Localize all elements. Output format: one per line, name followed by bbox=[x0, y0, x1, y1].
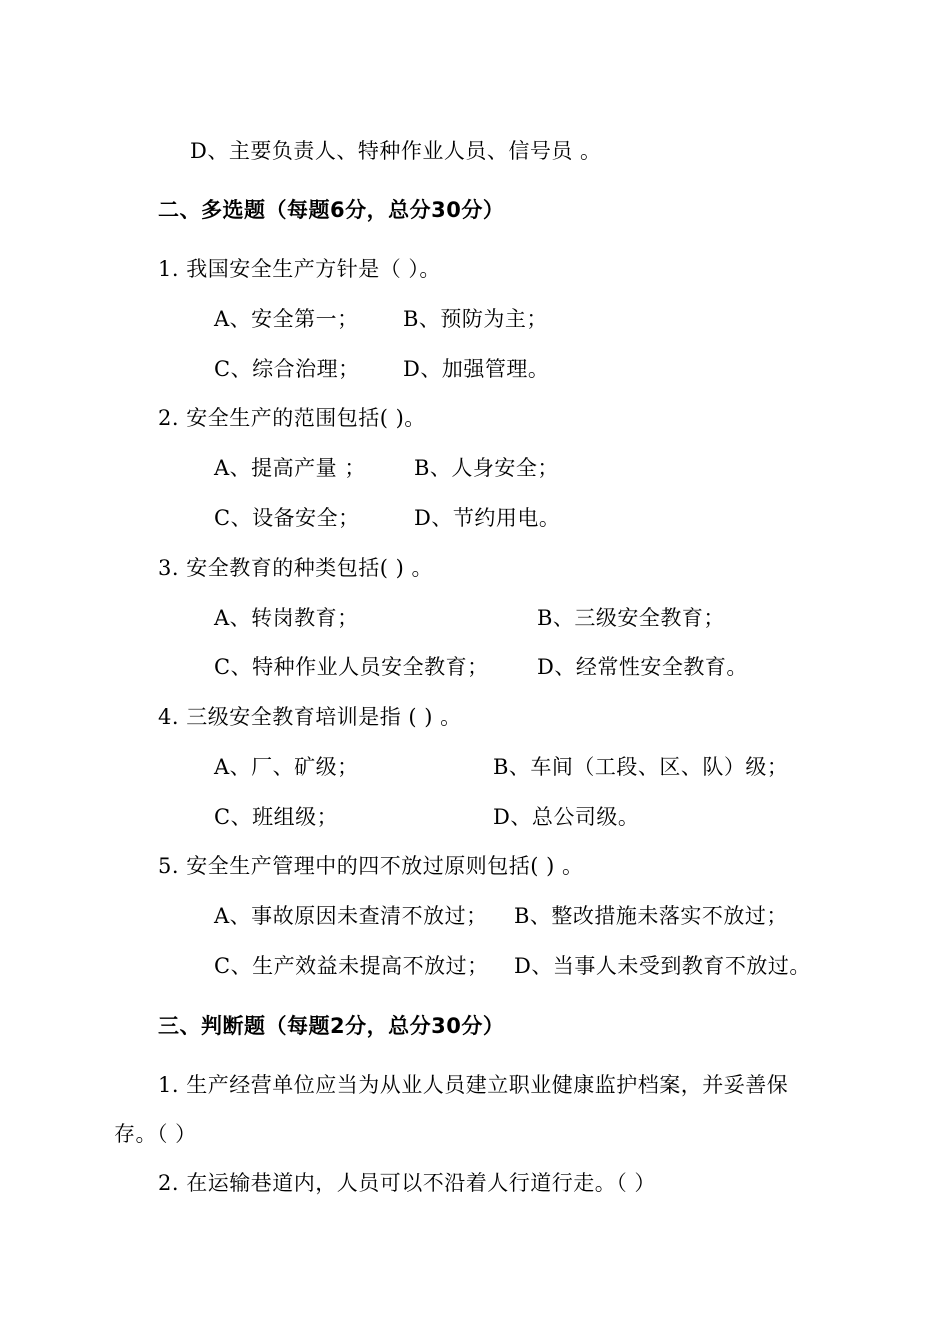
option-b: B、整改措施未落实不放过； bbox=[514, 904, 788, 928]
section-heading-multiple-choice: 二、多选题（每题6分，总分30分） bbox=[158, 198, 505, 222]
option-a: A、提高产量 ； bbox=[214, 456, 366, 480]
option-c: C、特种作业人员安全教育； bbox=[214, 655, 489, 679]
question-stem: 2. 安全生产的范围包括( )。 bbox=[158, 406, 426, 430]
option-d: D、节约用电。 bbox=[414, 506, 561, 530]
option-b: B、人身安全； bbox=[414, 456, 559, 480]
carry-over-option-d: D、主要负责人、特种作业人员、信号员 。 bbox=[190, 139, 602, 163]
option-d: D、总公司级。 bbox=[493, 805, 640, 829]
option-b: B、预防为主； bbox=[403, 307, 548, 331]
option-a: A、厂、矿级； bbox=[214, 755, 359, 779]
option-c: C、生产效益未提高不放过； bbox=[214, 954, 489, 978]
question-stem: 1. 我国安全生产方针是（ ）。 bbox=[158, 257, 441, 281]
question-stem: 3. 安全教育的种类包括( ) 。 bbox=[158, 556, 433, 580]
option-b: B、三级安全教育； bbox=[537, 606, 725, 630]
option-a: A、安全第一； bbox=[214, 307, 359, 331]
option-d: D、当事人未受到教育不放过。 bbox=[514, 954, 811, 978]
true-false-question-line: 存。（ ） bbox=[114, 1122, 197, 1146]
section-heading-true-false: 三、判断题（每题2分，总分30分） bbox=[158, 1014, 505, 1038]
option-d: D、加强管理。 bbox=[403, 357, 550, 381]
question-stem: 4. 三级安全教育培训是指 ( ) 。 bbox=[158, 705, 462, 729]
option-c: C、设备安全； bbox=[214, 506, 360, 530]
option-c: C、班组级； bbox=[214, 805, 339, 829]
question-stem: 5. 安全生产管理中的四不放过原则包括( ) 。 bbox=[158, 854, 584, 878]
option-a: A、事故原因未查清不放过； bbox=[214, 904, 488, 928]
option-b: B、车间（工段、区、队）级； bbox=[493, 755, 789, 779]
option-d: D、经常性安全教育。 bbox=[537, 655, 748, 679]
true-false-question-line: 2. 在运输巷道内，人员可以不沿着人行道行走。（ ） bbox=[158, 1171, 656, 1195]
true-false-question-line: 1. 生产经营单位应当为从业人员建立职业健康监护档案，并妥善保 bbox=[158, 1073, 789, 1097]
option-c: C、综合治理； bbox=[214, 357, 360, 381]
option-a: A、转岗教育； bbox=[214, 606, 359, 630]
